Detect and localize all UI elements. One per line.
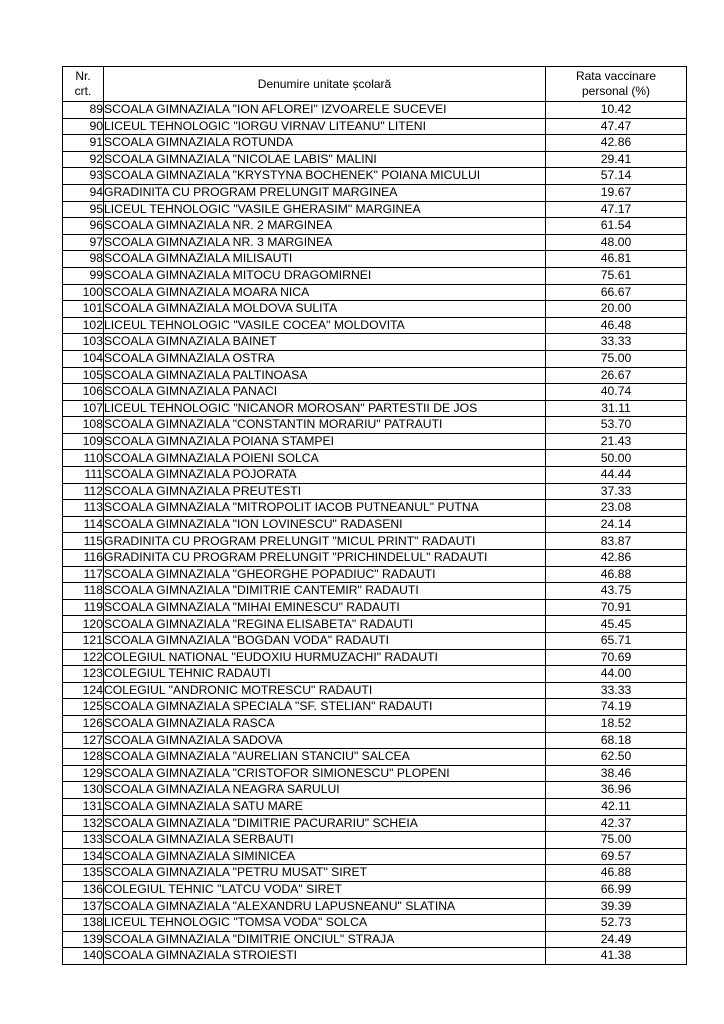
school-name-cell: SCOALA GIMNAZIALA "AURELIAN STANCIU" SALCEA: [104, 749, 546, 766]
school-name-cell: GRADINITA CU PROGRAM PRELUNGIT MARGINEA: [104, 184, 546, 201]
table-row: [63, 433, 687, 450]
vaccination-rate-cell: 62.50: [546, 749, 687, 766]
row-number-cell: 97: [63, 234, 104, 251]
vaccination-rate-table: [62, 66, 687, 965]
table-row: [63, 915, 687, 932]
table-row: [63, 102, 687, 119]
school-name-cell: SCOALA GIMNAZIALA NR. 3 MARGINEA: [104, 234, 546, 251]
vaccination-rate-cell: 37.33: [546, 483, 687, 500]
row-number-cell: 98: [63, 251, 104, 268]
vaccination-rate-cell: 24.49: [546, 931, 687, 948]
school-name-cell: GRADINITA CU PROGRAM PRELUNGIT "MICUL PRINT" RADAUTI: [104, 533, 546, 550]
vaccination-rate-cell: 47.17: [546, 201, 687, 218]
table-row: [63, 898, 687, 915]
vaccination-rate-cell: 21.43: [546, 433, 687, 450]
school-name-cell: SCOALA GIMNAZIALA "ION AFLOREI" IZVOARELE SUCEVEI: [104, 102, 546, 119]
vaccination-rate-cell: 46.88: [546, 566, 687, 583]
school-name-cell: SCOALA GIMNAZIALA PANACI: [104, 384, 546, 401]
table-row: [63, 815, 687, 832]
school-name-cell: LICEUL TEHNOLOGIC "IORGU VIRNAV LITEANU" LITENI: [104, 118, 546, 135]
row-number-cell: 118: [63, 583, 104, 600]
row-number-cell: 102: [63, 317, 104, 334]
row-number-cell: 106: [63, 384, 104, 401]
row-number-cell: 104: [63, 350, 104, 367]
row-number-cell: 113: [63, 500, 104, 517]
vaccination-rate-cell: 53.70: [546, 417, 687, 434]
vaccination-rate-cell: 19.67: [546, 184, 687, 201]
vaccination-rate-cell: 33.33: [546, 334, 687, 351]
table-row: [63, 633, 687, 650]
vaccination-rate-cell: 18.52: [546, 715, 687, 732]
vaccination-rate-cell: 57.14: [546, 168, 687, 185]
row-number-cell: 124: [63, 682, 104, 699]
row-number-cell: 93: [63, 168, 104, 185]
vaccination-rate-cell: 46.88: [546, 865, 687, 882]
school-name-cell: LICEUL TEHNOLOGIC "VASILE COCEA" MOLDOVITA: [104, 317, 546, 334]
table-row: [63, 384, 687, 401]
vaccination-rate-cell: 33.33: [546, 682, 687, 699]
row-number-cell: 107: [63, 400, 104, 417]
row-number-cell: 128: [63, 749, 104, 766]
school-name-cell: SCOALA GIMNAZIALA "DIMITRIE ONCIUL" STRAJA: [104, 931, 546, 948]
row-number-cell: 125: [63, 699, 104, 716]
school-name-cell: SCOALA GIMNAZIALA POJORATA: [104, 467, 546, 484]
vaccination-rate-cell: 70.91: [546, 599, 687, 616]
row-number-cell: 139: [63, 931, 104, 948]
school-name-cell: SCOALA GIMNAZIALA PALTINOASA: [104, 367, 546, 384]
table-row: [63, 765, 687, 782]
row-number-cell: 120: [63, 616, 104, 633]
school-name-cell: SCOALA GIMNAZIALA "NICOLAE LABIS" MALINI: [104, 151, 546, 168]
table-row: [63, 566, 687, 583]
row-number-cell: 132: [63, 815, 104, 832]
vaccination-rate-cell: 20.00: [546, 301, 687, 318]
school-name-cell: SCOALA GIMNAZIALA "MITROPOLIT IACOB PUTNEANUL" PUTNA: [104, 500, 546, 517]
vaccination-rate-cell: 66.67: [546, 284, 687, 301]
vaccination-rate-cell: 61.54: [546, 218, 687, 235]
school-name-cell: LICEUL TEHNOLOGIC "NICANOR MOROSAN" PARTESTII DE JOS: [104, 400, 546, 417]
row-number-cell: 94: [63, 184, 104, 201]
vaccination-rate-cell: 66.99: [546, 881, 687, 898]
school-name-cell: SCOALA GIMNAZIALA "REGINA ELISABETA" RADAUTI: [104, 616, 546, 633]
row-number-cell: 119: [63, 599, 104, 616]
school-name-cell: SCOALA GIMNAZIALA "CONSTANTIN MORARIU" PATRAUTI: [104, 417, 546, 434]
vaccination-rate-cell: 24.14: [546, 516, 687, 533]
row-number-cell: 131: [63, 798, 104, 815]
school-name-cell: SCOALA GIMNAZIALA "CRISTOFOR SIMIONESCU" PLOPENI: [104, 765, 546, 782]
school-name-cell: SCOALA GIMNAZIALA PREUTESTI: [104, 483, 546, 500]
vaccination-rate-cell: 75.00: [546, 832, 687, 849]
row-number-cell: 110: [63, 450, 104, 467]
table-body: [63, 102, 687, 965]
row-number-cell: 129: [63, 765, 104, 782]
vaccination-rate-cell: 75.61: [546, 267, 687, 284]
vaccination-rate-cell: 23.08: [546, 500, 687, 517]
vaccination-rate-cell: 50.00: [546, 450, 687, 467]
row-number-cell: 100: [63, 284, 104, 301]
table-row: [63, 284, 687, 301]
vaccination-rate-cell: 43.75: [546, 583, 687, 600]
school-name-cell: SCOALA GIMNAZIALA STROIESTI: [104, 948, 546, 965]
vaccination-rate-cell: 38.46: [546, 765, 687, 782]
school-name-cell: SCOALA GIMNAZIALA BAINET: [104, 334, 546, 351]
vaccination-rate-cell: 36.96: [546, 782, 687, 799]
table-row: [63, 201, 687, 218]
school-name-cell: SCOALA GIMNAZIALA SADOVA: [104, 732, 546, 749]
vaccination-rate-cell: 46.48: [546, 317, 687, 334]
table-row: [63, 334, 687, 351]
header-nr-crt: [63, 67, 104, 102]
table-row: [63, 184, 687, 201]
table-row: [63, 550, 687, 567]
table-row: [63, 948, 687, 965]
school-name-cell: LICEUL TEHNOLOGIC "TOMSA VODA" SOLCA: [104, 915, 546, 932]
vaccination-rate-cell: 69.57: [546, 848, 687, 865]
vaccination-rate-cell: 42.86: [546, 135, 687, 152]
table-row: [63, 749, 687, 766]
row-number-cell: 123: [63, 666, 104, 683]
row-number-cell: 115: [63, 533, 104, 550]
table-row: [63, 732, 687, 749]
school-name-cell: GRADINITA CU PROGRAM PRELUNGIT "PRICHINDELUL" RADAUTI: [104, 550, 546, 567]
table-row: [63, 666, 687, 683]
table-row: [63, 135, 687, 152]
school-name-cell: SCOALA GIMNAZIALA ROTUNDA: [104, 135, 546, 152]
school-name-cell: SCOALA GIMNAZIALA RASCA: [104, 715, 546, 732]
table-row: [63, 848, 687, 865]
table-row: [63, 782, 687, 799]
table-row: [63, 616, 687, 633]
vaccination-rate-cell: 83.87: [546, 533, 687, 550]
row-number-cell: 92: [63, 151, 104, 168]
school-name-cell: SCOALA GIMNAZIALA OSTRA: [104, 350, 546, 367]
school-name-cell: COLEGIUL TEHNIC RADAUTI: [104, 666, 546, 683]
row-number-cell: 96: [63, 218, 104, 235]
vaccination-rate-cell: 70.69: [546, 649, 687, 666]
table-row: [63, 865, 687, 882]
row-number-cell: 130: [63, 782, 104, 799]
school-name-cell: COLEGIUL NATIONAL "EUDOXIU HURMUZACHI" RADAUTI: [104, 649, 546, 666]
row-number-cell: 138: [63, 915, 104, 932]
vaccination-rate-cell: 48.00: [546, 234, 687, 251]
table-row: [63, 267, 687, 284]
vaccination-rate-cell: 47.47: [546, 118, 687, 135]
row-number-cell: 127: [63, 732, 104, 749]
table-row: [63, 151, 687, 168]
row-number-cell: 137: [63, 898, 104, 915]
school-name-cell: SCOALA GIMNAZIALA MILISAUTI: [104, 251, 546, 268]
vaccination-rate-cell: 31.11: [546, 400, 687, 417]
table-row: [63, 500, 687, 517]
table-row: [63, 118, 687, 135]
header-vaccination-rate: [546, 67, 687, 102]
header-rate-line1: Rata vaccinare: [575, 69, 657, 83]
header-row: [63, 67, 687, 102]
row-number-cell: 95: [63, 201, 104, 218]
school-name-cell: SCOALA GIMNAZIALA POIANA STAMPEI: [104, 433, 546, 450]
vaccination-rate-cell: 26.67: [546, 367, 687, 384]
header-nr-line1: Nr.: [75, 69, 91, 83]
vaccination-rate-cell: 10.42: [546, 102, 687, 119]
row-number-cell: 134: [63, 848, 104, 865]
table-row: [63, 931, 687, 948]
school-name-cell: SCOALA GIMNAZIALA "GHEORGHE POPADIUC" RADAUTI: [104, 566, 546, 583]
school-name-cell: SCOALA GIMNAZIALA SATU MARE: [104, 798, 546, 815]
row-number-cell: 122: [63, 649, 104, 666]
vaccination-rate-cell: 52.73: [546, 915, 687, 932]
row-number-cell: 99: [63, 267, 104, 284]
table-row: [63, 699, 687, 716]
vaccination-rate-cell: 42.37: [546, 815, 687, 832]
table-row: [63, 533, 687, 550]
header-school-name: Denumire unitate școlară: [104, 67, 546, 102]
row-number-cell: 89: [63, 102, 104, 119]
school-name-cell: SCOALA GIMNAZIALA "PETRU MUSAT" SIRET: [104, 865, 546, 882]
table-row: [63, 832, 687, 849]
vaccination-rate-cell: 75.00: [546, 350, 687, 367]
row-number-cell: 140: [63, 948, 104, 965]
vaccination-rate-cell: 42.11: [546, 798, 687, 815]
school-name-cell: SCOALA GIMNAZIALA "KRYSTYNA BOCHENEK" POIANA MICULUI: [104, 168, 546, 185]
row-number-cell: 133: [63, 832, 104, 849]
row-number-cell: 121: [63, 633, 104, 650]
row-number-cell: 116: [63, 550, 104, 567]
table-row: [63, 583, 687, 600]
vaccination-rate-cell: 44.00: [546, 666, 687, 683]
table-row: [63, 798, 687, 815]
row-number-cell: 103: [63, 334, 104, 351]
vaccination-rate-cell: 41.38: [546, 948, 687, 965]
row-number-cell: 112: [63, 483, 104, 500]
row-number-cell: 114: [63, 516, 104, 533]
table-row: [63, 516, 687, 533]
vaccination-rate-cell: 68.18: [546, 732, 687, 749]
table-row: [63, 367, 687, 384]
table-row: [63, 234, 687, 251]
row-number-cell: 101: [63, 301, 104, 318]
school-name-cell: LICEUL TEHNOLOGIC "VASILE GHERASIM" MARGINEA: [104, 201, 546, 218]
school-name-cell: COLEGIUL TEHNIC "LATCU VODA" SIRET: [104, 881, 546, 898]
table-row: [63, 417, 687, 434]
school-name-cell: COLEGIUL "ANDRONIC MOTRESCU" RADAUTI: [104, 682, 546, 699]
school-name-cell: SCOALA GIMNAZIALA SPECIALA "SF. STELIAN" RADAUTI: [104, 699, 546, 716]
row-number-cell: 111: [63, 467, 104, 484]
row-number-cell: 136: [63, 881, 104, 898]
row-number-cell: 105: [63, 367, 104, 384]
school-name-cell: SCOALA GIMNAZIALA "ALEXANDRU LAPUSNEANU" SLATINA: [104, 898, 546, 915]
vaccination-rate-cell: 39.39: [546, 898, 687, 915]
row-number-cell: 90: [63, 118, 104, 135]
table-row: [63, 467, 687, 484]
table-row: [63, 715, 687, 732]
table-row: [63, 218, 687, 235]
vaccination-rate-cell: 42.86: [546, 550, 687, 567]
vaccination-rate-cell: 29.41: [546, 151, 687, 168]
school-name-cell: SCOALA GIMNAZIALA MOARA NICA: [104, 284, 546, 301]
table-row: [63, 881, 687, 898]
school-name-cell: SCOALA GIMNAZIALA MOLDOVA SULITA: [104, 301, 546, 318]
header-rate-line2: personal (%): [581, 84, 651, 98]
vaccination-rate-cell: 40.74: [546, 384, 687, 401]
vaccination-rate-cell: 65.71: [546, 633, 687, 650]
school-name-cell: SCOALA GIMNAZIALA NR. 2 MARGINEA: [104, 218, 546, 235]
header-nr-line2: crt.: [74, 84, 92, 98]
vaccination-rate-cell: 45.45: [546, 616, 687, 633]
school-name-cell: SCOALA GIMNAZIALA "DIMITRIE PACURARIU" SCHEIA: [104, 815, 546, 832]
table-header: [63, 67, 687, 102]
row-number-cell: 135: [63, 865, 104, 882]
school-name-cell: SCOALA GIMNAZIALA NEAGRA SARULUI: [104, 782, 546, 799]
school-name-cell: SCOALA GIMNAZIALA SERBAUTI: [104, 832, 546, 849]
vaccination-rate-cell: 46.81: [546, 251, 687, 268]
row-number-cell: 108: [63, 417, 104, 434]
school-name-cell: SCOALA GIMNAZIALA "ION LOVINESCU" RADASENI: [104, 516, 546, 533]
table-row: [63, 483, 687, 500]
table-row: [63, 350, 687, 367]
school-name-cell: SCOALA GIMNAZIALA POIENI SOLCA: [104, 450, 546, 467]
row-number-cell: 117: [63, 566, 104, 583]
table-row: [63, 599, 687, 616]
table-row: [63, 682, 687, 699]
school-name-cell: SCOALA GIMNAZIALA "BOGDAN VODA" RADAUTI: [104, 633, 546, 650]
table-row: [63, 317, 687, 334]
vaccination-rate-cell: 74.19: [546, 699, 687, 716]
table-row: [63, 251, 687, 268]
table-row: [63, 450, 687, 467]
table-row: [63, 400, 687, 417]
vaccination-rate-cell: 44.44: [546, 467, 687, 484]
school-name-cell: SCOALA GIMNAZIALA "MIHAI EMINESCU" RADAUTI: [104, 599, 546, 616]
row-number-cell: 126: [63, 715, 104, 732]
table-row: [63, 649, 687, 666]
table-row: [63, 168, 687, 185]
table-row: [63, 301, 687, 318]
school-name-cell: SCOALA GIMNAZIALA MITOCU DRAGOMIRNEI: [104, 267, 546, 284]
school-name-cell: SCOALA GIMNAZIALA "DIMITRIE CANTEMIR" RADAUTI: [104, 583, 546, 600]
row-number-cell: 109: [63, 433, 104, 450]
school-name-cell: SCOALA GIMNAZIALA SIMINICEA: [104, 848, 546, 865]
row-number-cell: 91: [63, 135, 104, 152]
